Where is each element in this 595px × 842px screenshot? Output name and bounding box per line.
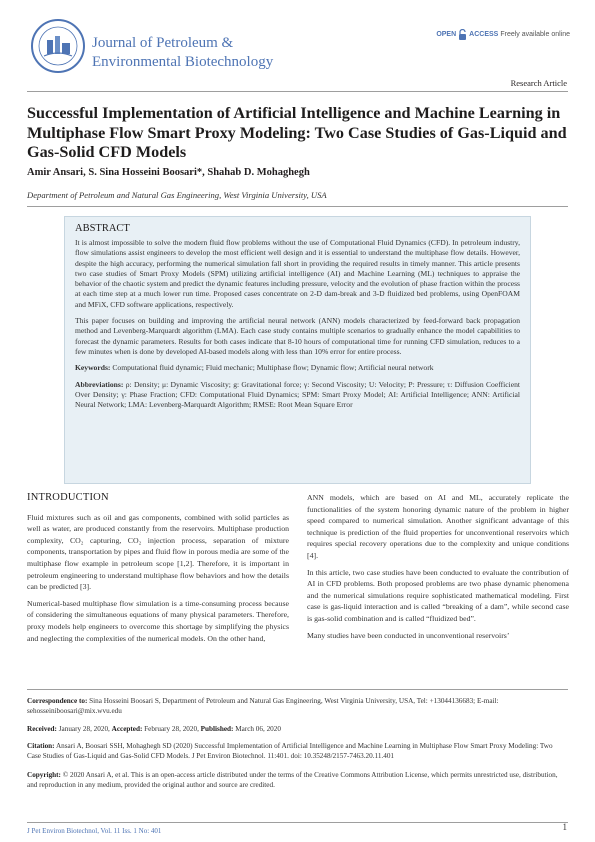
open-lock-icon bbox=[458, 29, 467, 40]
body-column-right bbox=[307, 492, 569, 646]
abstract-paragraph-1: It is almost impossible to solve the modern fluid flow problems without the use of Computational Fluid Dynamics (CFD). In petroleum industry, flow simulations assist engineers to develop the most efficient well design and it is essential to understand the multiphase flow details. However, despite the high accuracy, performing the numerical simulation fall short in providing the required results in timely manner. This article presents two case studies of Smart Proxy Models (SPM) utilizing artificial intelligence (AI) and Machine Learning (ML) techniques to appraise the behavior of the chaotic system and predict the dynamic features including pressure, velocity and the evolution of phase fraction within the process at each time step at a much lower run time. Proposed cases concentrate on 2-D dam-break and 3-D fluidized bed problems, using OpenFOAM and MFiX, CFD software applications, respectively. bbox=[75, 238, 520, 309]
citation-label: Citation: bbox=[27, 742, 55, 750]
published-date: March 06, 2020 bbox=[233, 725, 281, 733]
copyright-text: © 2020 Ansari A, et al. This is an open-access article distributed under the terms of the Creative Commons Attribution License, which permits unrestricted use, distribution, and reproduction in any medium, provided the original author and source are credited. bbox=[27, 771, 558, 790]
dates bbox=[27, 724, 568, 734]
intro-paragraph-3: ANN models, which are based on AI and ML, accurately replicate the functionalities of the system honoring dynamic nature of the problem in higher speed compared to numerical simulation. Another significant advantage of this technique is prediction of the fluid properties for unconventional reservoirs which requires special recovery operations due to the complexity and unique conditions [4]. bbox=[307, 493, 569, 560]
citation bbox=[27, 741, 568, 761]
abstract-box bbox=[64, 216, 531, 484]
journal-logo bbox=[30, 18, 86, 74]
journal-header bbox=[30, 18, 570, 78]
footer-divider bbox=[27, 689, 568, 690]
accepted-date: February 28, 2020, bbox=[142, 725, 201, 733]
correspondence-label: Correspondence to: bbox=[27, 697, 88, 705]
copyright bbox=[27, 770, 568, 790]
oa-access-label: ACCESS bbox=[469, 31, 499, 38]
keywords-label: Keywords: bbox=[75, 363, 111, 373]
oa-free-label: Freely available online bbox=[500, 31, 570, 38]
correspondence bbox=[27, 696, 568, 716]
header-divider bbox=[27, 91, 568, 92]
copyright-label: Copyright: bbox=[27, 771, 61, 779]
intro-paragraph-2: Numerical-based multiphase flow simulation is a time-consuming process because of considering the simultaneous equations of many physical parameters. Therefore, proxy models help engineers to overcome this shortage by simplifying the physics and neglecting the complexities of the numerical models. On the other hand, bbox=[27, 598, 289, 643]
accepted-label: Accepted: bbox=[111, 725, 143, 733]
received-date: January 28, 2020, bbox=[56, 725, 112, 733]
abbreviations-text: ρ: Density; μ: Dynamic Viscosity; g: Gravitational force; γ: Second Viscosity; U: Velocity; P: Pressure; τ: Diffusion Coefficient Over Density; γ: Phase Fraction; CFD: Computational Fluid Dynamics; SPM: Smart Proxy Model; AI: Artificial Intelligence; ANN: Artificial Neural Network; LMA: Levenberg-Marquardt Algorithm; RMSE: Root Mean Square Error bbox=[75, 379, 520, 410]
keywords bbox=[75, 363, 520, 373]
abbreviations-label: Abbreviations: bbox=[75, 379, 124, 389]
intro-paragraph-4: In this article, two case studies have been conducted to evaluate the contribution of AI in CFD problems. Both proposed problems are two phase dynamic phenomena and the numerical simulations require sophisticated mathematical modeling. First case is gas-liquid interaction and is called “breaking of a dam”, while second case is gas-solid combination and is called “fluidized bed”. bbox=[307, 567, 569, 623]
page-number: 1 bbox=[562, 822, 567, 832]
correspondence-text: Sina Hosseini Boosari S, Department of Petroleum and Natural Gas Engineering, West Virginia University, USA, Tel: +13044136683; E-mail: sehosseiniboosari@mix.wvu.edu bbox=[27, 697, 499, 716]
journal-name bbox=[92, 34, 273, 72]
received-label: Received: bbox=[27, 725, 57, 733]
introduction-heading: INTRODUCTION bbox=[27, 492, 109, 503]
keywords-text: Computational fluid dynamic; Fluid mechanic; Multiphase flow; Dynamic flow; Artificial neural network bbox=[110, 363, 434, 373]
author-list: Amir Ansari, S. Sina Hosseini Boosari*, Shahab D. Mohaghegh bbox=[27, 167, 310, 178]
abbreviations bbox=[75, 380, 520, 411]
abstract-paragraph-2: This paper focuses on building and improving the artificial neural network (ANN) models characterized by feed-forward back propagation method and Levenberg-Marquardt algorithm (LMA). Each case study contains multiple scenarios to gradually enhance the model capabilities to forecast the dynamic parameters. Results for both cases indicate that 8-10 hours of computational time for running CFD simulation, reduces to a few minutes when is done by developed AI-based models along with less than 10% error for entire process. bbox=[75, 316, 520, 356]
open-access-badge bbox=[436, 29, 570, 40]
intro-paragraph-5: Many studies have been conducted in unconventional reservoirs’ bbox=[307, 630, 510, 640]
abstract-heading: ABSTRACT bbox=[75, 223, 130, 234]
journal-name-line2: Environmental Biotechnology bbox=[92, 54, 274, 70]
body-column-left bbox=[27, 492, 289, 649]
affiliation: Department of Petroleum and Natural Gas Engineering, West Virginia University, USA bbox=[27, 190, 327, 200]
published-label: Published: bbox=[200, 725, 234, 733]
oa-open-label: OPEN bbox=[436, 31, 457, 38]
journal-name-line1: Journal of Petroleum & bbox=[92, 35, 234, 51]
bottom-divider bbox=[27, 822, 568, 823]
title-divider bbox=[27, 206, 568, 207]
citation-text: Ansari A, Boosari SSH, Mohaghegh SD (2020) Successful Implementation of Artificial Intelligence and Machine Learning in Multiphase Flow Smart Proxy Modeling: Two Case Studies of Gas-Liquid and Gas-Solid CFD Models. J Pet Environ Biotechnol. 11:401. doi: 10.35248/2157-7463.20.11.401 bbox=[27, 742, 553, 761]
article-type: Research Article bbox=[510, 78, 567, 88]
intro-paragraph-1: Fluid mixtures such as oil and gas components, combined with solid particles as well as water, are produced constantly from the reservoirs. Multiphase production complexity, CO₂ capturing, CO₂ injection process, separation of mixture components, transportation by pipes and fluid flow in porous media are some of the multiphase flow example in petroleum scope [1,2]. Therefore, it is important in petroleum engineering to understand multiphase flow behaviors and how the details can be predicted [3]. bbox=[27, 512, 289, 592]
running-footer: J Pet Environ Biotechnol, Vol. 11 Iss. 1 No: 401 bbox=[27, 827, 162, 835]
article-title: Successful Implementation of Artificial Intelligence and Machine Learning in Multiphase Flow Smart Proxy Modeling: Two Case Studies of Gas-Liquid and Gas-Solid CFD Models bbox=[27, 104, 567, 162]
